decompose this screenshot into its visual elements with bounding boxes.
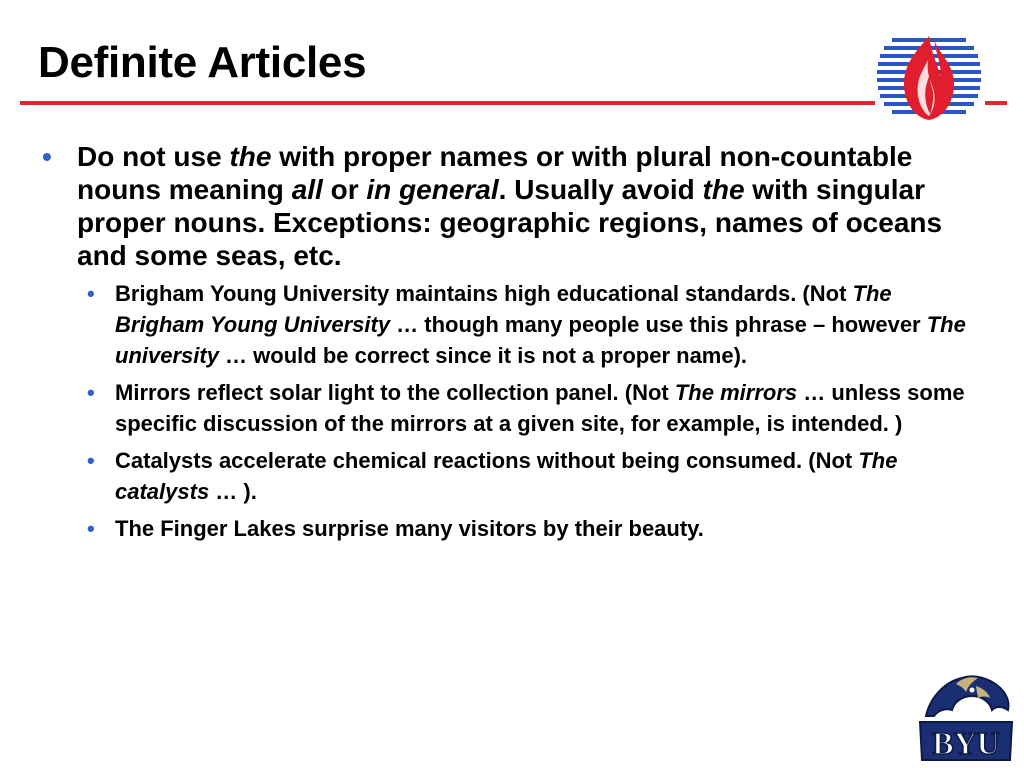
sub-bullet-list [42,278,977,544]
main-bullet-emphasis-the: the [229,141,272,172]
main-bullet-emphasis-the-2: the [702,174,745,205]
sub-bullet-byu [87,278,977,371]
main-bullet-text-3: or [322,174,367,205]
sub-bullet-text: … unless some specific discussion of the mirrors at a given site, for example, is intended. ) [115,380,965,436]
sub-bullet-text: … ). [209,479,257,504]
main-bullet-text-5: with singular proper nouns. Exceptions: geographic regions, names of oceans and some seas, etc. [77,174,943,271]
title-underline-rule-tail [985,101,1007,105]
sub-bullet-marker: • [87,380,95,405]
sub-bullet-finger-lakes [87,513,977,544]
sub-bullet-marker: • [87,516,95,541]
main-bullet-text-2: with proper names or with plural non-countable nouns meaning [77,141,913,205]
flame-logo-icon [876,34,982,122]
sub-bullet-marker: • [87,448,95,473]
sub-bullet-text: … would be correct since it is not a proper name). [218,343,748,368]
sub-bullet-text: The Finger Lakes surprise many visitors by their beauty. [115,516,704,541]
sub-bullet-text: Mirrors reflect solar light to the collection panel. (Not [115,380,675,405]
main-bullet-text-1: Do not use [77,141,230,172]
main-bullet [42,140,977,272]
byu-wordmark: BYU [932,725,1000,761]
sub-bullet-catalysts [87,445,977,507]
sub-bullet-mirrors [87,377,977,439]
slide-content [42,140,977,550]
sub-bullet-emphasis: The mirrors [674,380,798,405]
sub-bullet-text: Brigham Young University maintains high educational standards. (Not [115,281,853,306]
sub-bullet-text: … though many people use this phrase – however [390,312,927,337]
sub-bullet-emphasis: The Brigham Young University [115,281,892,337]
sub-bullet-emphasis: The catalysts [115,448,898,504]
main-bullet-emphasis-in-general: in general [366,174,499,205]
sub-bullet-emphasis: The university [115,312,966,368]
main-bullet-text-4: . Usually avoid [498,174,703,205]
slide-title: Definite Articles [38,38,367,87]
bullet-marker: • [42,141,52,172]
byu-cougar-logo-icon [916,664,1016,764]
sub-bullet-text: Catalysts accelerate chemical reactions without being consumed. (Not [115,448,859,473]
title-underline-rule [20,101,875,105]
main-bullet-emphasis-all: all [291,174,323,205]
sub-bullet-marker: • [87,281,95,306]
